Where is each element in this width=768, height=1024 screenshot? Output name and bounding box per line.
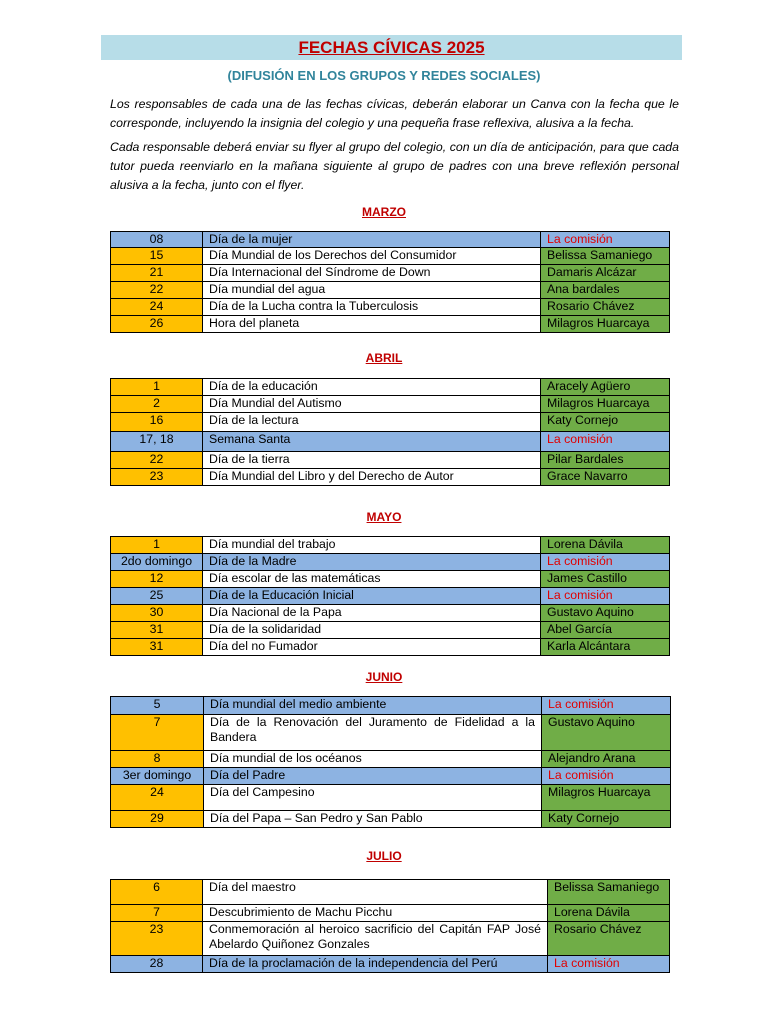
responsible-cell: Rosario Chávez: [541, 299, 670, 316]
responsible-cell: Lorena Dávila: [541, 537, 670, 554]
responsible-cell: La comisión: [541, 588, 670, 605]
activity-cell: Día de la proclamación de la independencia del Perú: [203, 956, 548, 973]
responsible-cell: Gustavo Aquino: [542, 715, 671, 751]
date-cell: 24: [111, 299, 203, 316]
date-cell: 29: [111, 811, 204, 828]
responsible-cell: Katy Cornejo: [542, 811, 671, 828]
activity-cell: Conmemoración al heroico sacrificio del Capitán FAP José Abelardo Quiñonez Gonzales: [203, 922, 548, 956]
table-row: [111, 432, 670, 452]
page-title: FECHAS CÍVICAS 2025: [298, 38, 485, 57]
activity-cell: Día de la tierra: [203, 452, 541, 469]
date-cell: 30: [111, 605, 203, 622]
page-subtitle: (DIFUSIÓN EN LOS GRUPOS Y REDES SOCIALES): [227, 68, 541, 83]
table-body: [111, 537, 670, 656]
date-cell: 28: [111, 956, 203, 973]
date-cell: 22: [111, 282, 203, 299]
table-row: [111, 922, 670, 956]
activity-cell: Día del maestro: [203, 880, 548, 905]
responsible-cell: Belissa Samaniego: [541, 248, 670, 265]
table-row: [111, 880, 670, 905]
date-cell: 5: [111, 697, 204, 715]
responsible-cell: La comisión: [541, 432, 670, 452]
table-row: [111, 299, 670, 316]
table-row: [111, 605, 670, 622]
date-cell: 16: [111, 413, 203, 432]
date-cell: 1: [111, 537, 203, 554]
responsible-cell: James Castillo: [541, 571, 670, 588]
month-heading-julio: JULIO: [366, 849, 402, 863]
table-row: [111, 905, 670, 922]
date-cell: 6: [111, 880, 203, 905]
date-cell: 08: [111, 232, 203, 248]
responsible-cell: La comisión: [541, 554, 670, 571]
activity-cell: Día Mundial de los Derechos del Consumidor: [203, 248, 541, 265]
activity-cell: Día Internacional del Síndrome de Down: [203, 265, 541, 282]
activity-cell: Día del Papa – San Pedro y San Pablo: [204, 811, 542, 828]
responsible-cell: Ana bardales: [541, 282, 670, 299]
responsible-cell: Pilar Bardales: [541, 452, 670, 469]
activity-cell: Día mundial del agua: [203, 282, 541, 299]
responsible-cell: La comisión: [548, 956, 670, 973]
responsible-cell: Belissa Samaniego: [548, 880, 670, 905]
date-cell: 2do domingo: [111, 554, 203, 571]
activity-cell: Día de la Lucha contra la Tuberculosis: [203, 299, 541, 316]
month-heading-abril: ABRIL: [365, 351, 403, 365]
activity-cell: Hora del planeta: [203, 316, 541, 333]
table-row: [111, 316, 670, 333]
responsible-cell: Abel García: [541, 622, 670, 639]
responsible-cell: Milagros Huarcaya: [542, 785, 671, 811]
responsible-cell: Damaris Alcázar: [541, 265, 670, 282]
date-cell: 31: [111, 622, 203, 639]
activity-cell: Día de la lectura: [203, 413, 541, 432]
table-row: [111, 282, 670, 299]
table-row: [111, 248, 670, 265]
activity-cell: Semana Santa: [203, 432, 541, 452]
table-row: [111, 396, 670, 413]
table-row: [111, 622, 670, 639]
responsible-cell: La comisión: [542, 768, 671, 785]
activity-cell: Día Mundial del Autismo: [203, 396, 541, 413]
date-cell: 31: [111, 639, 203, 656]
date-cell: 24: [111, 785, 204, 811]
table-row: [111, 265, 670, 282]
month-heading-mayo: MAYO: [366, 510, 402, 524]
date-cell: 1: [111, 379, 203, 396]
responsible-cell: Milagros Huarcaya: [541, 316, 670, 333]
date-cell: 7: [111, 715, 204, 751]
calendar-table-julio: [110, 879, 670, 973]
date-cell: 17, 18: [111, 432, 203, 452]
activity-cell: Día de la Renovación del Juramento de Fidelidad a la Bandera: [204, 715, 542, 751]
month-heading-marzo: MARZO: [362, 205, 406, 219]
responsible-cell: Rosario Chávez: [548, 922, 670, 956]
date-cell: 25: [111, 588, 203, 605]
table-row: [111, 697, 671, 715]
activity-cell: Día de la Educación Inicial: [203, 588, 541, 605]
table-row: [111, 785, 671, 811]
activity-cell: Día escolar de las matemáticas: [203, 571, 541, 588]
table-row: [111, 469, 670, 486]
responsible-cell: Karla Alcántara: [541, 639, 670, 656]
date-cell: 23: [111, 469, 203, 486]
date-cell: 3er domingo: [111, 768, 204, 785]
table-row: [111, 571, 670, 588]
activity-cell: Día del Padre: [204, 768, 542, 785]
responsible-cell: Milagros Huarcaya: [541, 396, 670, 413]
date-cell: 15: [111, 248, 203, 265]
calendar-table-marzo: [110, 231, 670, 333]
responsible-cell: Gustavo Aquino: [541, 605, 670, 622]
calendar-table-abril: [110, 378, 670, 486]
table-body: [111, 232, 670, 333]
date-cell: 26: [111, 316, 203, 333]
activity-cell: Día del Campesino: [204, 785, 542, 811]
activity-cell: Día mundial de los océanos: [204, 751, 542, 768]
table-body: [111, 379, 670, 486]
table-row: [111, 452, 670, 469]
date-cell: 12: [111, 571, 203, 588]
responsible-cell: Grace Navarro: [541, 469, 670, 486]
table-row: [111, 554, 670, 571]
intro-paragraph-2: Cada responsable deberá enviar su flyer al grupo del colegio, con un día de anticipación, para que cada tutor pueda reenviarlo en la mañana siguiente al grupo de padres con una breve reflexión personal alusiva a la fecha, junto con el flyer.: [110, 140, 679, 192]
table-row: [111, 768, 671, 785]
date-cell: 21: [111, 265, 203, 282]
activity-cell: Día del no Fumador: [203, 639, 541, 656]
responsible-cell: Aracely Agüero: [541, 379, 670, 396]
activity-cell: Día de la educación: [203, 379, 541, 396]
table-row: [111, 715, 671, 751]
date-cell: 7: [111, 905, 203, 922]
responsible-cell: Alejandro Arana: [542, 751, 671, 768]
date-cell: 8: [111, 751, 204, 768]
table-row: [111, 811, 671, 828]
table-row: [111, 639, 670, 656]
activity-cell: Día mundial del trabajo: [203, 537, 541, 554]
responsible-cell: Lorena Dávila: [548, 905, 670, 922]
month-heading-junio: JUNIO: [365, 670, 403, 684]
activity-cell: Día de la mujer: [203, 232, 541, 248]
date-cell: 2: [111, 396, 203, 413]
table-body: [111, 697, 671, 828]
calendar-table-mayo: [110, 536, 670, 656]
responsible-cell: La comisión: [541, 232, 670, 248]
activity-cell: Descubrimiento de Machu Picchu: [203, 905, 548, 922]
table-row: [111, 537, 670, 554]
activity-cell: Día de la Madre: [203, 554, 541, 571]
table-row: [111, 956, 670, 973]
table-row: [111, 413, 670, 432]
table-row: [111, 232, 670, 248]
intro-paragraph-1: Los responsables de cada una de las fechas cívicas, deberán elaborar un Canva con la fecha que le corresponde, incluyendo la insignia del colegio y una pequeña frase reflexiva, alusiva a la fecha.: [110, 97, 679, 130]
title-bar: [101, 35, 682, 60]
calendar-table-junio: [110, 696, 671, 828]
activity-cell: Día Mundial del Libro y del Derecho de Autor: [203, 469, 541, 486]
activity-cell: Día Nacional de la Papa: [203, 605, 541, 622]
responsible-cell: La comisión: [542, 697, 671, 715]
responsible-cell: Katy Cornejo: [541, 413, 670, 432]
activity-cell: Día de la solidaridad: [203, 622, 541, 639]
table-body: [111, 880, 670, 973]
table-row: [111, 379, 670, 396]
table-row: [111, 751, 671, 768]
date-cell: 23: [111, 922, 203, 956]
activity-cell: Día mundial del medio ambiente: [204, 697, 542, 715]
table-row: [111, 588, 670, 605]
date-cell: 22: [111, 452, 203, 469]
